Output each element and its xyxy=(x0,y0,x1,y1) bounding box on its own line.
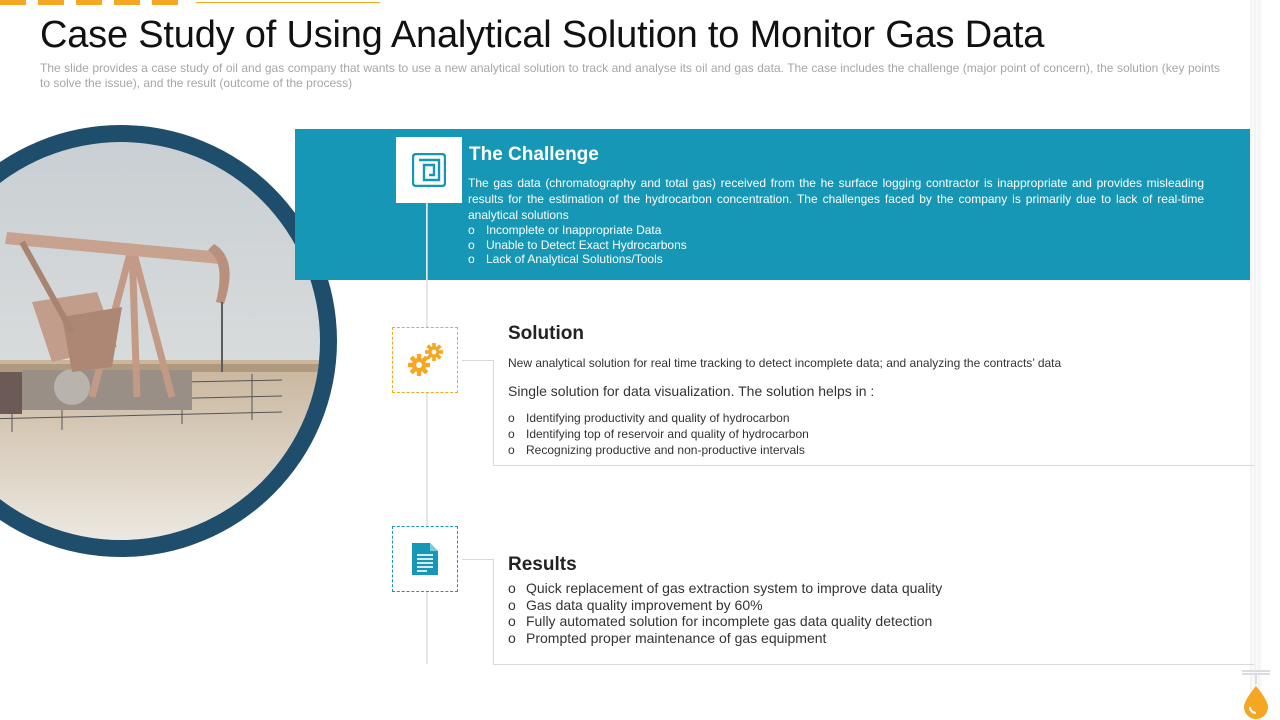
solution-description: New analytical solution for real time tracking to detect incomplete data; and analyzing the contracts’ data xyxy=(508,356,1062,370)
list-item: o Prompted proper maintenance of gas equipment xyxy=(508,630,827,647)
challenge-list xyxy=(468,223,687,267)
bullet-glyph: o xyxy=(468,252,475,266)
results-icon-box xyxy=(392,526,458,592)
bullet-glyph: o xyxy=(508,596,516,613)
challenge-text: The gas data (chromatography and total gas) received from the he surface logging contractor is inappropriate and provides misleading results for the estimation of the hydrocarbon concentration. The challenges faced by the company is primarily due to lack of real-time analytical solutions xyxy=(468,176,1204,222)
list-item: o Recognizing productive and non-productive intervals xyxy=(508,443,805,457)
list-item: o Quick replacement of gas extraction system to improve data quality xyxy=(508,580,943,596)
gears-icon xyxy=(405,340,445,380)
bullet-glyph: o xyxy=(468,223,475,237)
results-list xyxy=(508,580,942,647)
results-connector xyxy=(462,559,494,560)
results-title: Results xyxy=(508,554,577,575)
oil-drop-icon xyxy=(1241,670,1271,720)
document-icon xyxy=(410,541,440,577)
maze-icon xyxy=(412,153,446,187)
list-item: o Identifying top of reservoir and quality of hydrocarbon xyxy=(508,427,809,441)
pumpjack-photo xyxy=(0,142,320,540)
bullet-glyph: o xyxy=(468,237,475,252)
solution-list xyxy=(508,410,809,458)
bullet-glyph: o xyxy=(508,411,515,425)
challenge-icon-box xyxy=(396,137,462,203)
solution-connector xyxy=(462,360,494,361)
list-item: o Identifying productivity and quality of hydrocarbon xyxy=(508,411,790,425)
solution-helps-text: Single solution for data visualization. The solution helps in : xyxy=(508,383,875,399)
bullet-glyph: o xyxy=(508,443,515,457)
solution-title: Solution xyxy=(508,323,584,344)
bullet-glyph: o xyxy=(508,427,515,441)
list-item: o Fully automated solution for incomplete gas data quality detection xyxy=(508,613,933,630)
challenge-title: The Challenge xyxy=(469,144,599,165)
bullet-glyph: o xyxy=(508,580,516,596)
top-decoration-line xyxy=(196,2,380,3)
photo-ring xyxy=(0,125,337,557)
timeline-line-top xyxy=(427,198,428,280)
solution-icon-box xyxy=(392,327,458,393)
page-subtitle: The slide provides a case study of oil and gas company that wants to use a new analytical solution to track and analyse its oil and gas data. The case includes the challenge (major point of concern), the solution (key points to solve the issue), and the result (outcome of the process) xyxy=(40,61,1220,90)
list-item: o Gas data quality improvement by 60% xyxy=(508,596,763,613)
list-item: o Unable to Detect Exact Hydrocarbons xyxy=(468,237,687,252)
top-decoration-dashes xyxy=(0,0,200,5)
bullet-glyph: o xyxy=(508,613,516,630)
page-title: Case Study of Using Analytical Solution to Monitor Gas Data xyxy=(40,14,1045,56)
list-item: o Incomplete or Inappropriate Data xyxy=(468,223,662,237)
bullet-glyph: o xyxy=(508,630,516,647)
list-item: o Lack of Analytical Solutions/Tools xyxy=(468,252,663,266)
